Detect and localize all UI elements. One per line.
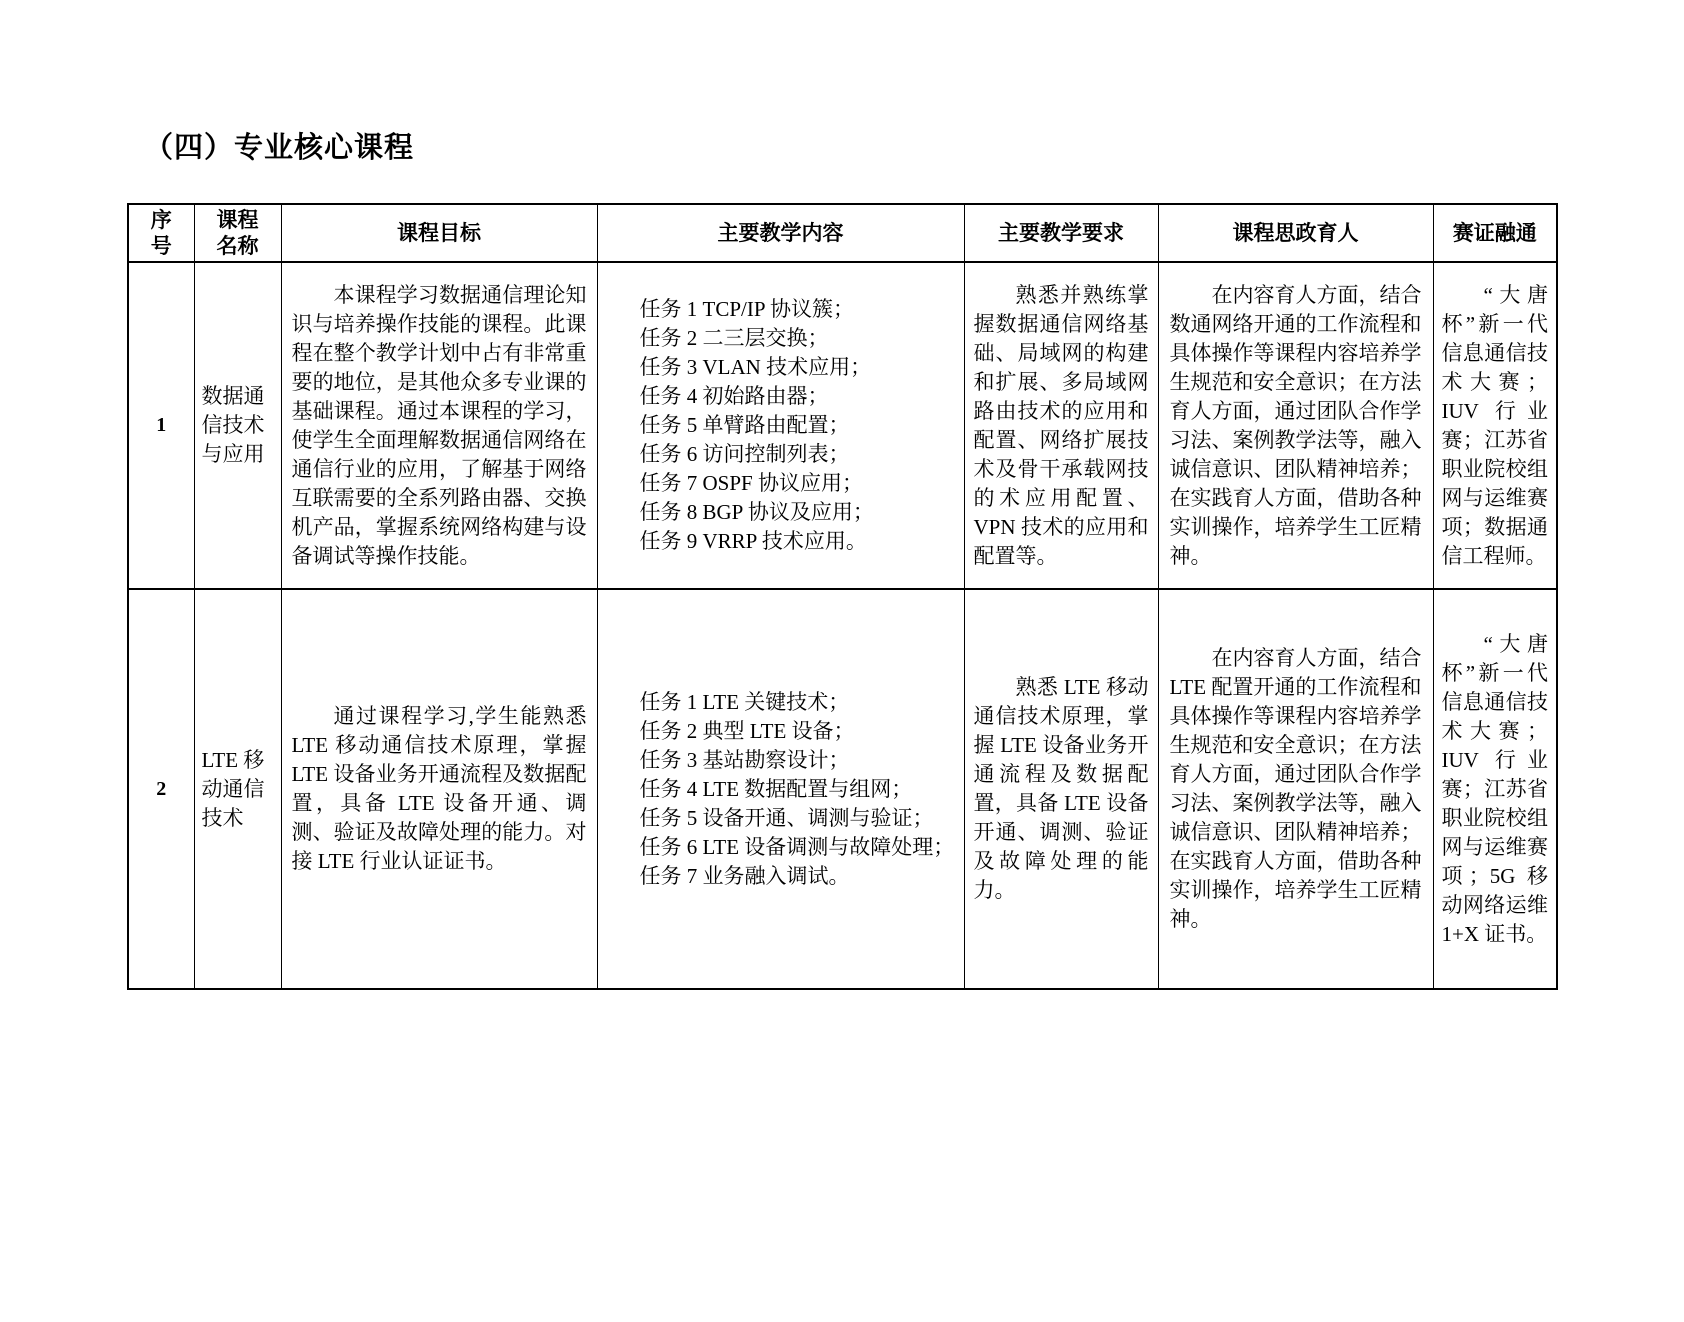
header-course-name bbox=[194, 204, 281, 262]
cell-serial-number: 2 bbox=[128, 589, 194, 989]
cell-course-name: LTE 移动通信技术 bbox=[194, 589, 281, 989]
header-ideology-education: 课程思政育人 bbox=[1158, 204, 1433, 262]
cell-teaching-requirements bbox=[964, 589, 1158, 989]
cell-course-objective bbox=[281, 589, 597, 989]
task-item: 任务 6 访问控制列表； bbox=[639, 442, 850, 466]
cell-competition-certification bbox=[1433, 262, 1557, 589]
task-item: 任务 9 VRRP 技术应用。 bbox=[639, 529, 867, 553]
task-item: 任务 2 典型 LTE 设备； bbox=[639, 718, 855, 743]
header-teaching-content: 主要教学内容 bbox=[597, 204, 964, 262]
teaching-requirements-paragraph: 熟悉 LTE 移动通信技术原理，掌握 LTE 设备业务开通流程及数据配置，具备 LTE 设备开通、调测、验证及故障处理的能力。 bbox=[973, 675, 1149, 902]
task-item: 任务 3 VLAN 技术应用； bbox=[639, 355, 872, 379]
task-item: 任务 1 LTE 关键技术； bbox=[639, 689, 850, 714]
header-teaching-requirements: 主要教学要求 bbox=[964, 204, 1158, 262]
cell-teaching-content bbox=[597, 589, 964, 989]
task-item: 任务 1 TCP/IP 协议簇； bbox=[639, 297, 854, 321]
task-item: 任务 5 设备开通、调测与验证； bbox=[639, 805, 934, 830]
course-objective-paragraph: 本课程学习数据通信理论知识与培养操作技能的课程。此课程在整个教学计划中占有非常重要的地位，是其他众多专业课的基础课程。通过本课程的学习，使学生全面理解数据通信网络在通信行业的应用，了解基于网络互联需要的全系列路由器、交换机产品，掌握系统网络构建与设备调试等操作技能。 bbox=[291, 282, 587, 568]
cell-teaching-content bbox=[597, 262, 964, 589]
ideology-education-paragraph: 在内容育人方面，结合 LTE 配置开通的工作流程和具体操作等课程内容培养学生规范和安全意识；在方法育人方面，通过团队合作学习法、案例教学法等，融入诚信意识、团队精神培养；在实践育人方面，借助各种实训操作，培养学生工匠精神。 bbox=[1169, 646, 1422, 931]
task-item: 任务 2 二三层交换； bbox=[639, 326, 829, 350]
header-course-name-label: 课程名称 bbox=[216, 208, 259, 258]
table-row bbox=[128, 589, 1557, 989]
competition-certification-paragraph: “大唐杯”新一代信息通信技术大赛；IUV 行业赛；江苏省职业院校组网与运维赛项；数据通信工程师。 bbox=[1441, 282, 1548, 568]
header-course-objective: 课程目标 bbox=[281, 204, 597, 262]
task-item: 任务 3 基站勘察设计； bbox=[639, 747, 850, 772]
header-serial-number-label: 序号 bbox=[150, 208, 172, 258]
task-item: 任务 4 初始路由器； bbox=[639, 384, 829, 408]
section-heading: （四）专业核心课程 bbox=[144, 132, 415, 164]
cell-serial-number: 1 bbox=[128, 262, 194, 589]
task-item: 任务 6 LTE 设备调测与故障处理； bbox=[639, 834, 955, 859]
cell-ideology-education bbox=[1158, 589, 1433, 989]
cell-competition-certification bbox=[1433, 589, 1557, 989]
cell-course-objective bbox=[281, 262, 597, 589]
table-header-row bbox=[128, 204, 1557, 262]
header-competition-certification: 赛证融通 bbox=[1433, 204, 1557, 262]
core-course-table bbox=[127, 203, 1558, 990]
cell-ideology-education bbox=[1158, 262, 1433, 589]
competition-certification-paragraph: “大唐杯”新一代信息通信技术大赛；IUV 行业赛；江苏省职业院校组网与运维赛项；5G 移动网络运维 1+X 证书。 bbox=[1441, 631, 1548, 946]
task-item: 任务 7 业务融入调试。 bbox=[639, 863, 850, 888]
task-item: 任务 7 OSPF 协议应用； bbox=[639, 471, 863, 495]
teaching-requirements-paragraph: 熟悉并熟练掌握数据通信网络基础、局域网的构建和扩展、多局域网路由技术的应用和配置、网络扩展技术及骨干承载网技的术应用配置、VPN 技术的应用和配置等。 bbox=[973, 282, 1149, 568]
task-item: 任务 8 BGP 协议及应用； bbox=[639, 500, 874, 524]
cell-course-name: 数据通信技术与应用 bbox=[194, 262, 281, 589]
course-objective-paragraph: 通过课程学习,学生能熟悉 LTE 移动通信技术原理，掌握 LTE 设备业务开通流程及数据配置，具备 LTE 设备开通、调测、验证及故障处理的能力。对接 LTE 行业认证证书。 bbox=[291, 704, 587, 873]
task-item: 任务 4 LTE 数据配置与组网； bbox=[639, 776, 913, 801]
task-item: 任务 5 单臂路由配置； bbox=[639, 413, 850, 437]
table-row bbox=[128, 262, 1557, 589]
ideology-education-paragraph: 在内容育人方面，结合数通网络开通的工作流程和具体操作等课程内容培养学生规范和安全意识；在方法育人方面，通过团队合作学习法、案例教学法等，融入诚信意识、团队精神培养；在实践育人方面，借助各种实训操作，培养学生工匠精神。 bbox=[1169, 282, 1422, 568]
document-page bbox=[0, 131, 1684, 990]
header-serial-number bbox=[128, 204, 194, 262]
cell-teaching-requirements bbox=[964, 262, 1158, 589]
